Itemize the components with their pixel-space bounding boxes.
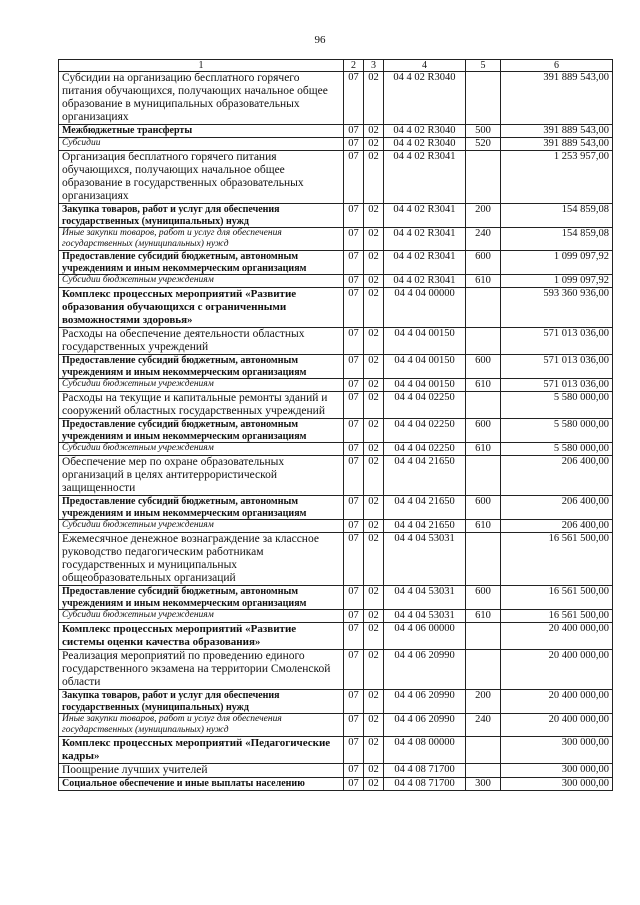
subsection-cell: 02 xyxy=(364,778,384,791)
amount-cell: 571 013 036,00 xyxy=(501,379,613,392)
expense-type-cell xyxy=(466,288,501,328)
amount-cell: 20 400 000,00 xyxy=(501,650,613,690)
budget-table-body xyxy=(59,60,613,791)
name-cell: Предоставление субсидий бюджетным, автономным учреждениям и иным некоммерческим организациям xyxy=(59,355,344,379)
section-cell: 07 xyxy=(344,204,364,228)
expense-type-cell: 610 xyxy=(466,379,501,392)
amount-cell: 391 889 543,00 xyxy=(501,125,613,138)
name-cell: Закупка товаров, работ и услуг для обеспечения государственных (муниципальных) нужд xyxy=(59,690,344,714)
amount-cell: 5 580 000,00 xyxy=(501,419,613,443)
section-cell: 07 xyxy=(344,443,364,456)
table-row xyxy=(59,737,613,764)
table-row xyxy=(59,714,613,737)
target-article-cell: 04 4 02 R3041 xyxy=(384,275,466,288)
expense-type-cell: 300 xyxy=(466,778,501,791)
target-article-cell: 04 4 08 71700 xyxy=(384,764,466,778)
subsection-cell: 02 xyxy=(364,623,384,650)
target-article-cell: 04 4 02 R3040 xyxy=(384,125,466,138)
expense-type-cell xyxy=(466,151,501,204)
expense-type-cell: 200 xyxy=(466,690,501,714)
name-cell: Предоставление субсидий бюджетным, автономным учреждениям и иным некоммерческим организациям xyxy=(59,419,344,443)
subsection-cell: 02 xyxy=(364,251,384,275)
subsection-cell: 02 xyxy=(364,650,384,690)
name-cell: Межбюджетные трансферты xyxy=(59,125,344,138)
section-cell: 07 xyxy=(344,778,364,791)
table-row xyxy=(59,72,613,125)
table-row xyxy=(59,496,613,520)
amount-cell: 1 099 097,92 xyxy=(501,275,613,288)
amount-cell: 16 561 500,00 xyxy=(501,586,613,610)
target-article-cell: 04 4 04 53031 xyxy=(384,586,466,610)
target-article-cell: 04 4 04 00000 xyxy=(384,288,466,328)
name-cell: Субсидии бюджетным учреждениям xyxy=(59,610,344,623)
target-article-cell: 04 4 04 53031 xyxy=(384,533,466,586)
header-cell: 1 xyxy=(59,60,344,72)
name-cell: Организация бесплатного горячего питания обучающихся, получающих начальное общее образование в государственных образовательных организациях xyxy=(59,151,344,204)
section-cell: 07 xyxy=(344,228,364,251)
amount-cell: 154 859,08 xyxy=(501,228,613,251)
subsection-cell: 02 xyxy=(364,275,384,288)
target-article-cell: 04 4 04 02250 xyxy=(384,443,466,456)
name-cell: Комплекс процессных мероприятий «Развитие образования обучающихся с ограниченными возможностями здоровья» xyxy=(59,288,344,328)
table-row xyxy=(59,443,613,456)
name-cell: Субсидии бюджетным учреждениям xyxy=(59,443,344,456)
subsection-cell: 02 xyxy=(364,714,384,737)
amount-cell: 300 000,00 xyxy=(501,778,613,791)
header-cell: 4 xyxy=(384,60,466,72)
subsection-cell: 02 xyxy=(364,228,384,251)
table-row xyxy=(59,456,613,496)
expense-type-cell xyxy=(466,764,501,778)
amount-cell: 206 400,00 xyxy=(501,520,613,533)
expense-type-cell xyxy=(466,623,501,650)
table-row xyxy=(59,151,613,204)
table-row xyxy=(59,125,613,138)
target-article-cell: 04 4 06 00000 xyxy=(384,623,466,650)
amount-cell: 20 400 000,00 xyxy=(501,623,613,650)
name-cell: Иные закупки товаров, работ и услуг для обеспечения государственных (муниципальных) нужд xyxy=(59,714,344,737)
expense-type-cell: 240 xyxy=(466,714,501,737)
section-cell: 07 xyxy=(344,586,364,610)
expense-type-cell xyxy=(466,72,501,125)
amount-cell: 20 400 000,00 xyxy=(501,714,613,737)
expense-type-cell: 500 xyxy=(466,125,501,138)
section-cell: 07 xyxy=(344,275,364,288)
name-cell: Субсидии на организацию бесплатного горячего питания обучающихся, получающих начальное общее образование в муниципальных образовательных организациях xyxy=(59,72,344,125)
subsection-cell: 02 xyxy=(364,610,384,623)
subsection-cell: 02 xyxy=(364,151,384,204)
section-cell: 07 xyxy=(344,72,364,125)
subsection-cell: 02 xyxy=(364,125,384,138)
subsection-cell: 02 xyxy=(364,520,384,533)
section-cell: 07 xyxy=(344,520,364,533)
subsection-cell: 02 xyxy=(364,737,384,764)
section-cell: 07 xyxy=(344,533,364,586)
table-row xyxy=(59,228,613,251)
section-cell: 07 xyxy=(344,737,364,764)
expense-type-cell: 600 xyxy=(466,419,501,443)
subsection-cell: 02 xyxy=(364,586,384,610)
expense-type-cell: 200 xyxy=(466,204,501,228)
name-cell: Предоставление субсидий бюджетным, автономным учреждениям и иным некоммерческим организациям xyxy=(59,496,344,520)
table-row xyxy=(59,392,613,419)
amount-cell: 5 580 000,00 xyxy=(501,443,613,456)
amount-cell: 300 000,00 xyxy=(501,764,613,778)
name-cell: Субсидии бюджетным учреждениям xyxy=(59,520,344,533)
subsection-cell: 02 xyxy=(364,533,384,586)
header-cell: 5 xyxy=(466,60,501,72)
name-cell: Предоставление субсидий бюджетным, автономным учреждениям и иным некоммерческим организациям xyxy=(59,586,344,610)
subsection-cell: 02 xyxy=(364,288,384,328)
table-row xyxy=(59,623,613,650)
expense-type-cell: 610 xyxy=(466,275,501,288)
name-cell: Реализация мероприятий по проведению единого государственного экзамена на территории Смоленской области xyxy=(59,650,344,690)
subsection-cell: 02 xyxy=(364,443,384,456)
section-cell: 07 xyxy=(344,125,364,138)
target-article-cell: 04 4 06 20990 xyxy=(384,690,466,714)
subsection-cell: 02 xyxy=(364,328,384,355)
target-article-cell: 04 4 06 20990 xyxy=(384,650,466,690)
section-cell: 07 xyxy=(344,610,364,623)
target-article-cell: 04 4 04 21650 xyxy=(384,496,466,520)
target-article-cell: 04 4 04 00150 xyxy=(384,328,466,355)
amount-cell: 206 400,00 xyxy=(501,496,613,520)
name-cell: Обеспечение мер по охране образовательных организаций в целях антитеррористической защищенности xyxy=(59,456,344,496)
amount-cell: 300 000,00 xyxy=(501,737,613,764)
amount-cell: 16 561 500,00 xyxy=(501,610,613,623)
expense-type-cell xyxy=(466,328,501,355)
name-cell: Поощрение лучших учителей xyxy=(59,764,344,778)
table-row xyxy=(59,251,613,275)
amount-cell: 206 400,00 xyxy=(501,456,613,496)
header-cell: 2 xyxy=(344,60,364,72)
expense-type-cell xyxy=(466,650,501,690)
expense-type-cell: 610 xyxy=(466,520,501,533)
amount-cell: 20 400 000,00 xyxy=(501,690,613,714)
name-cell: Субсидии бюджетным учреждениям xyxy=(59,379,344,392)
section-cell: 07 xyxy=(344,764,364,778)
section-cell: 07 xyxy=(344,151,364,204)
section-cell: 07 xyxy=(344,714,364,737)
page-number: 96 xyxy=(314,34,326,46)
expense-type-cell xyxy=(466,737,501,764)
expense-type-cell: 240 xyxy=(466,228,501,251)
budget-table xyxy=(58,59,613,791)
expense-type-cell: 520 xyxy=(466,138,501,151)
target-article-cell: 04 4 04 00150 xyxy=(384,379,466,392)
section-cell: 07 xyxy=(344,690,364,714)
header-cell: 6 xyxy=(501,60,613,72)
name-cell: Субсидии xyxy=(59,138,344,151)
table-row xyxy=(59,204,613,228)
name-cell: Комплекс процессных мероприятий «Педагогические кадры» xyxy=(59,737,344,764)
section-cell: 07 xyxy=(344,355,364,379)
expense-type-cell xyxy=(466,456,501,496)
section-cell: 07 xyxy=(344,650,364,690)
section-cell: 07 xyxy=(344,392,364,419)
expense-type-cell xyxy=(466,533,501,586)
amount-cell: 391 889 543,00 xyxy=(501,138,613,151)
expense-type-cell: 610 xyxy=(466,610,501,623)
section-cell: 07 xyxy=(344,138,364,151)
expense-type-cell: 600 xyxy=(466,355,501,379)
target-article-cell: 04 4 04 02250 xyxy=(384,419,466,443)
target-article-cell: 04 4 02 R3041 xyxy=(384,204,466,228)
target-article-cell: 04 4 04 21650 xyxy=(384,520,466,533)
expense-type-cell: 600 xyxy=(466,251,501,275)
table-row xyxy=(59,328,613,355)
table-row xyxy=(59,650,613,690)
subsection-cell: 02 xyxy=(364,456,384,496)
header-cell: 3 xyxy=(364,60,384,72)
subsection-cell: 02 xyxy=(364,690,384,714)
subsection-cell: 02 xyxy=(364,138,384,151)
expense-type-cell: 600 xyxy=(466,586,501,610)
expense-type-cell xyxy=(466,392,501,419)
target-article-cell: 04 4 02 R3041 xyxy=(384,251,466,275)
section-cell: 07 xyxy=(344,456,364,496)
table-row xyxy=(59,778,613,791)
name-cell: Предоставление субсидий бюджетным, автономным учреждениям и иным некоммерческим организациям xyxy=(59,251,344,275)
section-cell: 07 xyxy=(344,496,364,520)
subsection-cell: 02 xyxy=(364,496,384,520)
table-row xyxy=(59,520,613,533)
name-cell: Социальное обеспечение и иные выплаты населению xyxy=(59,778,344,791)
name-cell: Расходы на обеспечение деятельности областных государственных учреждений xyxy=(59,328,344,355)
amount-cell: 1 253 957,00 xyxy=(501,151,613,204)
target-article-cell: 04 4 08 00000 xyxy=(384,737,466,764)
table-row xyxy=(59,610,613,623)
target-article-cell: 04 4 04 53031 xyxy=(384,610,466,623)
table-row xyxy=(59,419,613,443)
table-row xyxy=(59,690,613,714)
subsection-cell: 02 xyxy=(364,379,384,392)
expense-type-cell: 610 xyxy=(466,443,501,456)
target-article-cell: 04 4 02 R3040 xyxy=(384,72,466,125)
amount-cell: 571 013 036,00 xyxy=(501,355,613,379)
target-article-cell: 04 4 02 R3041 xyxy=(384,151,466,204)
amount-cell: 571 013 036,00 xyxy=(501,328,613,355)
target-article-cell: 04 4 02 R3040 xyxy=(384,138,466,151)
amount-cell: 154 859,08 xyxy=(501,204,613,228)
name-cell: Закупка товаров, работ и услуг для обеспечения государственных (муниципальных) нужд xyxy=(59,204,344,228)
table-row xyxy=(59,379,613,392)
amount-cell: 5 580 000,00 xyxy=(501,392,613,419)
section-cell: 07 xyxy=(344,251,364,275)
amount-cell: 391 889 543,00 xyxy=(501,72,613,125)
target-article-cell: 04 4 04 00150 xyxy=(384,355,466,379)
section-cell: 07 xyxy=(344,623,364,650)
table-row xyxy=(59,288,613,328)
section-cell: 07 xyxy=(344,288,364,328)
table-row xyxy=(59,764,613,778)
subsection-cell: 02 xyxy=(364,419,384,443)
section-cell: 07 xyxy=(344,379,364,392)
expense-type-cell: 600 xyxy=(466,496,501,520)
table-header-row xyxy=(59,60,613,72)
subsection-cell: 02 xyxy=(364,764,384,778)
name-cell: Ежемесячное денежное вознаграждение за классное руководство педагогическим работникам государственных и муниципальных общеобразовательных организаций xyxy=(59,533,344,586)
name-cell: Расходы на текущие и капитальные ремонты зданий и сооружений областных государственных учреждений xyxy=(59,392,344,419)
target-article-cell: 04 4 06 20990 xyxy=(384,714,466,737)
target-article-cell: 04 4 04 02250 xyxy=(384,392,466,419)
target-article-cell: 04 4 02 R3041 xyxy=(384,228,466,251)
amount-cell: 16 561 500,00 xyxy=(501,533,613,586)
name-cell: Комплекс процессных мероприятий «Развитие системы оценки качества образования» xyxy=(59,623,344,650)
amount-cell: 593 360 936,00 xyxy=(501,288,613,328)
table-row xyxy=(59,275,613,288)
subsection-cell: 02 xyxy=(364,392,384,419)
subsection-cell: 02 xyxy=(364,355,384,379)
subsection-cell: 02 xyxy=(364,204,384,228)
table-row xyxy=(59,138,613,151)
target-article-cell: 04 4 04 21650 xyxy=(384,456,466,496)
name-cell: Субсидии бюджетным учреждениям xyxy=(59,275,344,288)
table-row xyxy=(59,355,613,379)
amount-cell: 1 099 097,92 xyxy=(501,251,613,275)
subsection-cell: 02 xyxy=(364,72,384,125)
name-cell: Иные закупки товаров, работ и услуг для обеспечения государственных (муниципальных) нужд xyxy=(59,228,344,251)
table-row xyxy=(59,586,613,610)
section-cell: 07 xyxy=(344,328,364,355)
section-cell: 07 xyxy=(344,419,364,443)
target-article-cell: 04 4 08 71700 xyxy=(384,778,466,791)
table-row xyxy=(59,533,613,586)
